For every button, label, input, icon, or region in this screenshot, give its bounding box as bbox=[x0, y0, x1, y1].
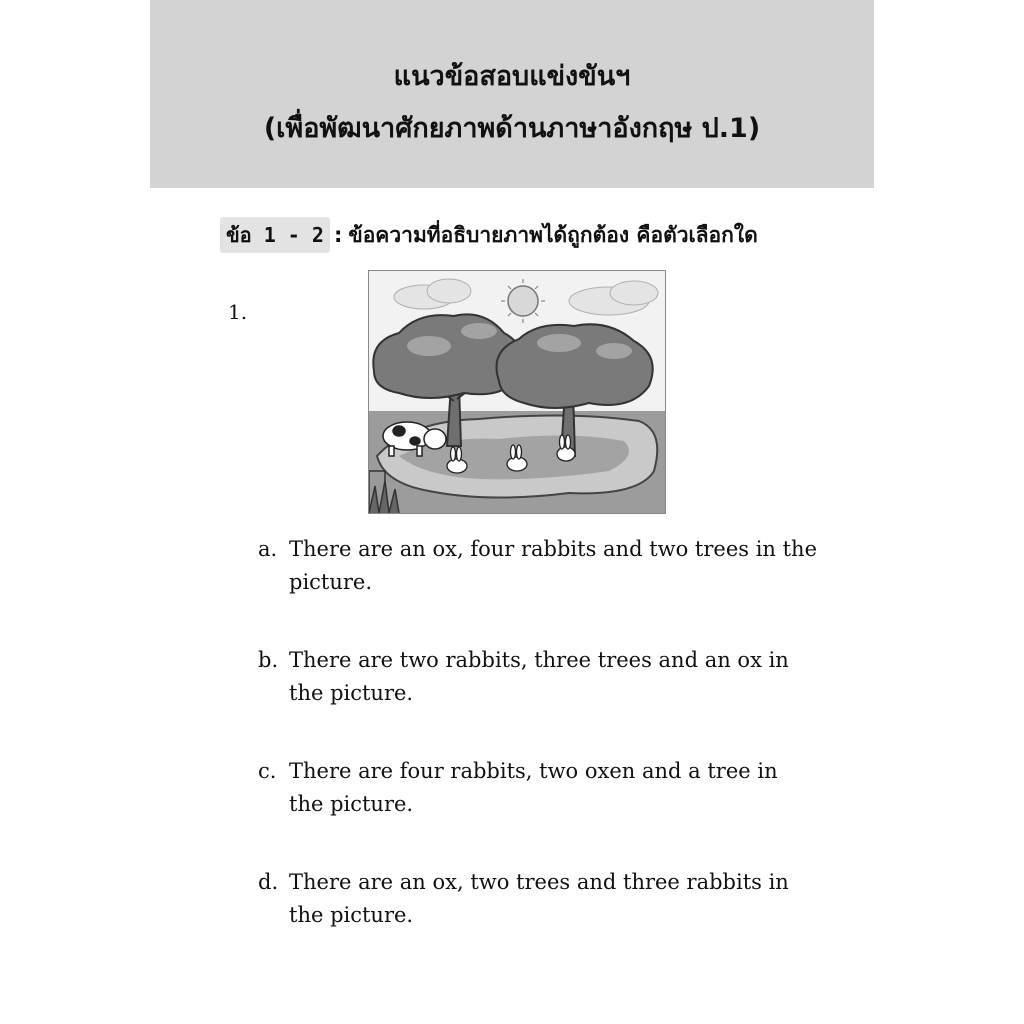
answer-option-c[interactable] bbox=[258, 755, 818, 821]
question-group-text: ข้อความที่อธิบายภาพได้ถูกต้อง คือตัวเลือกใด bbox=[348, 222, 758, 247]
answer-option-d[interactable] bbox=[258, 866, 818, 932]
question-group-tag: ข้อ 1 - 2 bbox=[220, 217, 330, 253]
option-text: There are an ox, two trees and three rabbits in the picture. bbox=[289, 870, 789, 927]
option-text: There are four rabbits, two oxen and a tree in the picture. bbox=[289, 759, 778, 816]
option-text: There are an ox, four rabbits and two trees in the picture. bbox=[289, 537, 818, 594]
question-group-colon: : bbox=[333, 223, 343, 247]
header-title-line-2: (เพื่อพัฒนาศักยภาพด้านภาษาอังกฤษ ป.1) bbox=[263, 113, 761, 144]
option-text: There are two rabbits, three trees and an ox in the picture. bbox=[289, 648, 789, 705]
option-letter: a. bbox=[258, 537, 278, 561]
option-letter: b. bbox=[258, 648, 279, 672]
option-letter: c. bbox=[258, 759, 277, 783]
question-illustration bbox=[368, 270, 666, 514]
meadow-scene-illustration bbox=[369, 271, 665, 513]
page-header bbox=[150, 0, 874, 188]
question-group-instruction bbox=[220, 218, 758, 252]
option-letter: d. bbox=[258, 870, 279, 894]
answer-option-a[interactable] bbox=[258, 533, 818, 599]
answer-option-b[interactable] bbox=[258, 644, 818, 710]
header-title-line-1: แนวข้อสอบแข่งขันฯ bbox=[393, 61, 631, 92]
question-number: 1. bbox=[228, 300, 248, 324]
